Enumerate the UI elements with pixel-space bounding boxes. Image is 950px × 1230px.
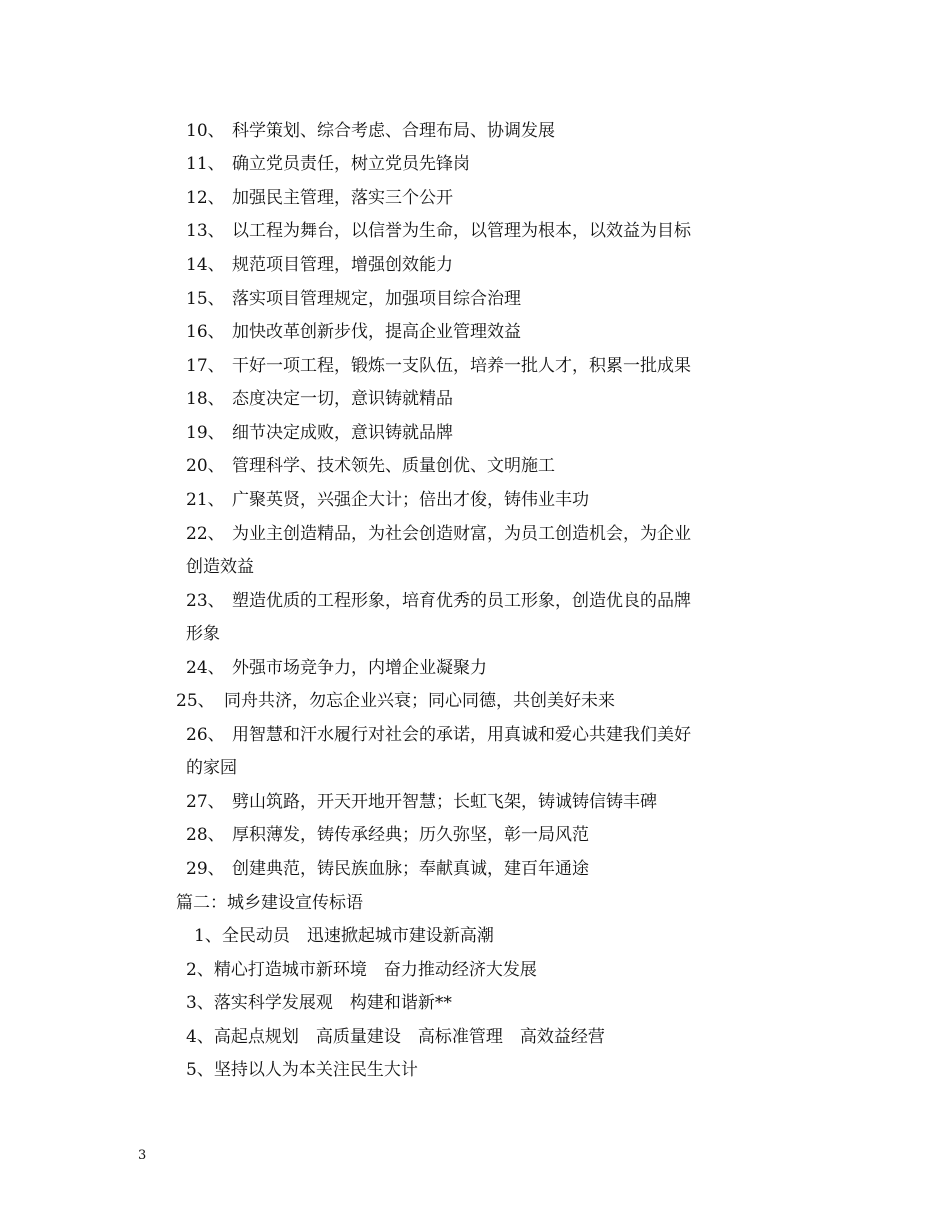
item-number: 26、	[186, 725, 225, 745]
item-number: 14、	[186, 255, 225, 275]
list-item	[186, 153, 470, 175]
item-text: 用智慧和汗水履行对社会的承诺，用真诚和爱心共建我们美好	[232, 725, 691, 745]
list-item: 4、高起点规划 高质量建设 高标准管理 高效益经营	[186, 1027, 605, 1047]
item-number: 17、	[186, 356, 225, 376]
item-number: 20、	[186, 456, 225, 476]
item-text: 以工程为舞台，以信誉为生命，以管理为根本，以效益为目标	[232, 221, 691, 241]
item-text: 科学策划、综合考虑、合理布局、协调发展	[232, 121, 555, 141]
list-item	[186, 657, 487, 679]
list-item	[186, 388, 453, 410]
list-item	[186, 254, 453, 276]
list-item	[186, 455, 555, 477]
list-item: 2、精心打造城市新环境 奋力推动经济大发展	[186, 960, 537, 980]
list-item	[186, 220, 691, 242]
item-number: 25、	[176, 691, 215, 711]
item-text: 创建典范，铸民族血脉；奉献真诚，建百年通途	[232, 859, 589, 879]
item-number: 19、	[186, 423, 225, 443]
list-item	[186, 120, 555, 142]
list-item: 1、全民动员 迅速掀起城市建设新高潮	[194, 926, 494, 946]
item-text: 塑造优质的工程形象，培育优秀的员工形象，创造优良的品牌	[232, 591, 691, 611]
item-text: 确立党员责任，树立党员先锋岗	[232, 154, 470, 174]
list-item-continuation: 形象	[186, 624, 220, 644]
item-number: 10、	[186, 121, 225, 141]
item-text: 干好一项工程，锻炼一支队伍，培养一批人才，积累一批成果	[232, 356, 691, 376]
list-item: 5、坚持以人为本关注民生大计	[186, 1060, 418, 1080]
item-number: 24、	[186, 658, 225, 678]
item-number: 13、	[186, 221, 225, 241]
list-item-continuation: 创造效益	[186, 557, 254, 577]
item-text: 同舟共济，勿忘企业兴衰；同心同德，共创美好未来	[224, 691, 615, 711]
list-item	[186, 422, 453, 444]
list-item: 3、落实科学发展观 构建和谐新**	[186, 993, 452, 1013]
item-text: 态度决定一切，意识铸就精品	[232, 389, 453, 409]
item-text: 加强民主管理，落实三个公开	[232, 188, 453, 208]
item-number: 16、	[186, 322, 225, 342]
item-number: 11、	[186, 154, 225, 174]
list-item-continuation: 的家园	[186, 758, 237, 778]
item-number: 21、	[186, 490, 225, 510]
list-item	[186, 321, 521, 343]
item-text: 为业主创造精品，为社会创造财富，为员工创造机会，为企业	[232, 524, 691, 544]
item-text: 加快改革创新步伐，提高企业管理效益	[232, 322, 521, 342]
item-text: 落实项目管理规定，加强项目综合治理	[232, 289, 521, 309]
item-number: 12、	[186, 188, 225, 208]
list-item	[186, 288, 521, 310]
item-number: 22、	[186, 524, 225, 544]
item-number: 27、	[186, 792, 225, 812]
item-text: 管理科学、技术领先、质量创优、文明施工	[232, 456, 555, 476]
item-text: 细节决定成败，意识铸就品牌	[232, 423, 453, 443]
list-item	[186, 523, 691, 545]
list-item	[186, 187, 453, 209]
item-text: 广聚英贤，兴强企大计；倍出才俊，铸伟业丰功	[232, 490, 589, 510]
list-item	[186, 355, 691, 377]
list-item	[186, 824, 589, 846]
list-item	[186, 791, 657, 813]
item-number: 15、	[186, 289, 225, 309]
list-item	[186, 858, 589, 880]
item-text: 外强市场竞争力，内增企业凝聚力	[232, 658, 487, 678]
item-text: 厚积薄发，铸传承经典；历久弥坚，彰一局风范	[232, 825, 589, 845]
item-number: 18、	[186, 389, 225, 409]
item-text: 劈山筑路，开天开地开智慧；长虹飞架，铸诚铸信铸丰碑	[232, 792, 657, 812]
item-number: 29、	[186, 859, 225, 879]
section-heading: 篇二：城乡建设宣传标语	[176, 893, 363, 913]
list-item	[186, 590, 691, 612]
list-item	[186, 489, 589, 511]
item-number: 23、	[186, 591, 225, 611]
list-item	[176, 690, 615, 712]
page-number: 3	[138, 1148, 147, 1163]
item-number: 28、	[186, 825, 225, 845]
list-item	[186, 724, 691, 746]
item-text: 规范项目管理，增强创效能力	[232, 255, 453, 275]
